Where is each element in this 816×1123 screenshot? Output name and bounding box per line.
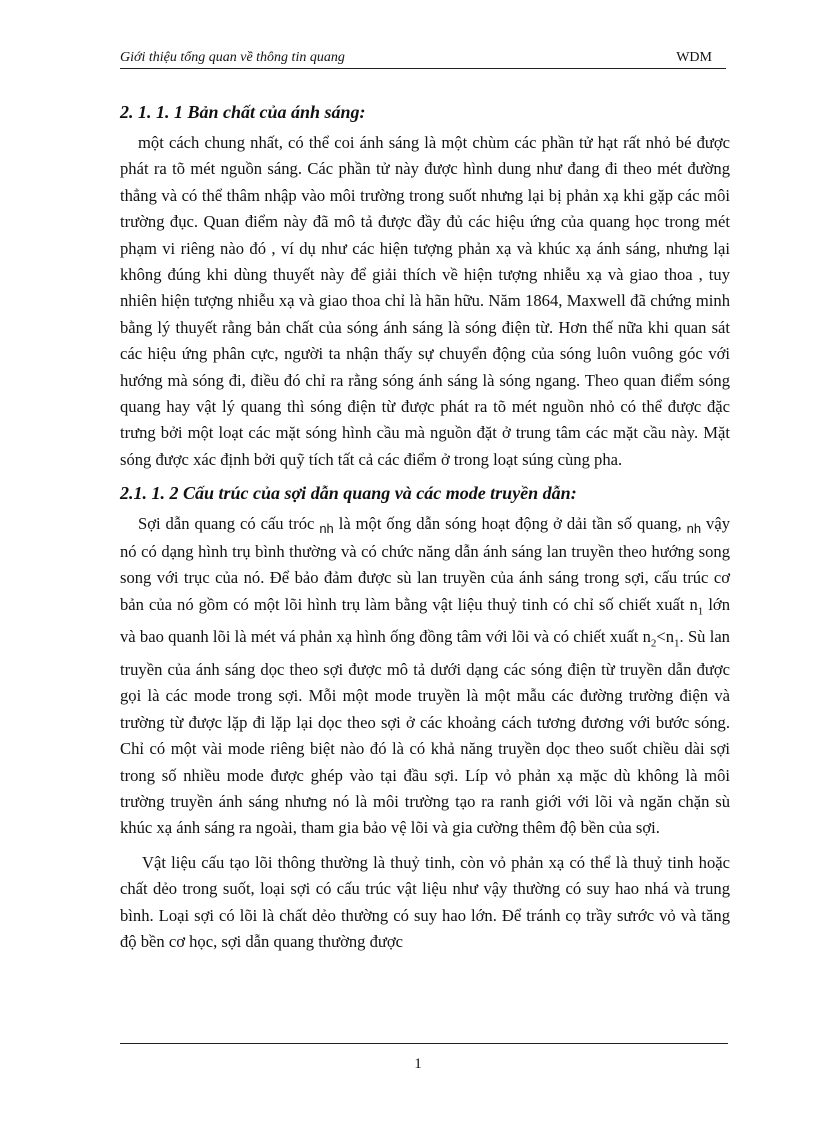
paragraph: Vật liệu cấu tạo lõi thông thường là thuỷ tinh, còn vỏ phản xạ có thể là thuỷ tinh hoặc chất dẻo trong suốt, loại sợi có cấu trúc vật liệu như vậy thường có suy hao nhá và trung bình. Loại sợi có lõi là chất dẻo thường có suy hao lớn. Để tránh cọ trầy sưrớc vỏ và tăng độ bền cơ học, sợi dẫn quang thường được [120,852,730,951]
header-label: WDM [676,50,712,65]
section-heading: 2.1. 1. 2 Cấu trúc của sợi dẫn quang và các mode truyền dẫn: [120,483,577,504]
text-run: Sợi dẫn quang có cấu tróc [138,514,320,534]
section-heading: 2. 1. 1. 1 Bản chất của ánh sáng: [120,102,366,122]
document-body [120,98,730,961]
header-title: Giới thiệu tổng quan về thông tin quang [120,50,345,65]
subscript: 2 [650,637,657,650]
text-run: <n [656,627,675,647]
paragraph [120,511,730,842]
text-run: . Sù lan truyền của ánh sáng dọc theo sợi được mô tả dưới dạng các sóng điện từ truyền dẫn được gọi là các mode trong sợi. Mỗi một mode truyền là một mẫu các đường trường điện và trường từ được lặp đi lặp lại dọc theo sợi ở các khoảng cách tương đương với bước sóng. Chỉ có một vài mode riêng biệt nào đó là có khả năng truyền dọc theo suốt chiều dài sợi trong số nhiều mode được ghép vào tại đầu sợi. Líp vỏ phản xạ mặc dù không là môi trường truyền ánh sáng nhưng nó là môi trường tạo ra ranh giới với lõi và ngăn chặn sù khúc xạ ánh sáng ra ngoài, tham gia bảo vệ lõi và gia cường thêm độ bền của sợi. [120,627,730,838]
text-run: vậy nó có dạng hình trụ bình thường và có chức năng dẫn ánh sáng lan truyền theo hướng song song với trục của nó. Để bảo đảm được sù lan truyền của ánh sáng trong sợi, cấu trúc cơ bản của nó gồm có một lõi hình trụ làm bằng vật liệu thuỷ tinh có chỉ số chiết xuất n [120,514,731,614]
paragraph: một cách chung nhất, có thể coi ánh sáng là một chùm các phần tử hạt rất nhỏ bé được phát ra tõ mét nguồn sáng. Các phần tử này được hình dung như đang đi theo mét đường thẳng và có thể thâm nhập vào môi trường trong suốt nhưng lại bị phản xạ khi gặp các môi trường đục. Quan điểm này đã mô tả được đầy đủ các hiệu ứng của quang học trong mét phạm vi riêng nào đó , ví dụ như các hiện tượng phản xạ và khúc xạ ánh sáng, nhưng lại không đúng khi dùng thuyết này để giải thích về hiện tượng nhiễu xạ và giao thoa , tuy nhiên hiện tượng nhiễu xạ và giao thoa chỉ là hãn hữu. Năm 1864, Maxwell đã chứng minh bằng lý thuyết rằng bản chất của sóng ánh sáng là sóng điện từ. Hơn thế nữa khi quan sát các hiệu ứng phân cực, người ta nhận thấy sự chuyển động của sóng luôn vuông góc với hướng mà sóng đi, điều đó chỉ ra rằng sóng ánh sáng là sóng ngang. Theo quan điểm sóng quang hay vật lý quang thì sóng điện từ được phát ra tõ mét nguồn nhỏ có thể được đặc trưng bởi một loạt các mặt sóng hình cầu mà nguồn đặt ở trung tâm các mặt cầu này. Mặt sóng được xác định bởi quỹ tích tất cả các điểm ở trong loạt súng cùng pha. [120,133,730,469]
page-number: 1 [414,1056,422,1072]
subscript: 1 [697,604,704,617]
footer-divider [120,1043,728,1044]
text-run: là một ống dẫn sóng hoạt động ở dải tần số quang, [333,514,687,534]
running-header [120,48,726,69]
subscript: 1 [674,637,680,650]
symbol: nh [319,521,334,537]
symbol: nh [686,521,702,537]
text-run: lớn và bao quanh lõi là mét vá phản xạ hình ống đồng tâm với lõi và có chiết xuất n [120,594,730,647]
